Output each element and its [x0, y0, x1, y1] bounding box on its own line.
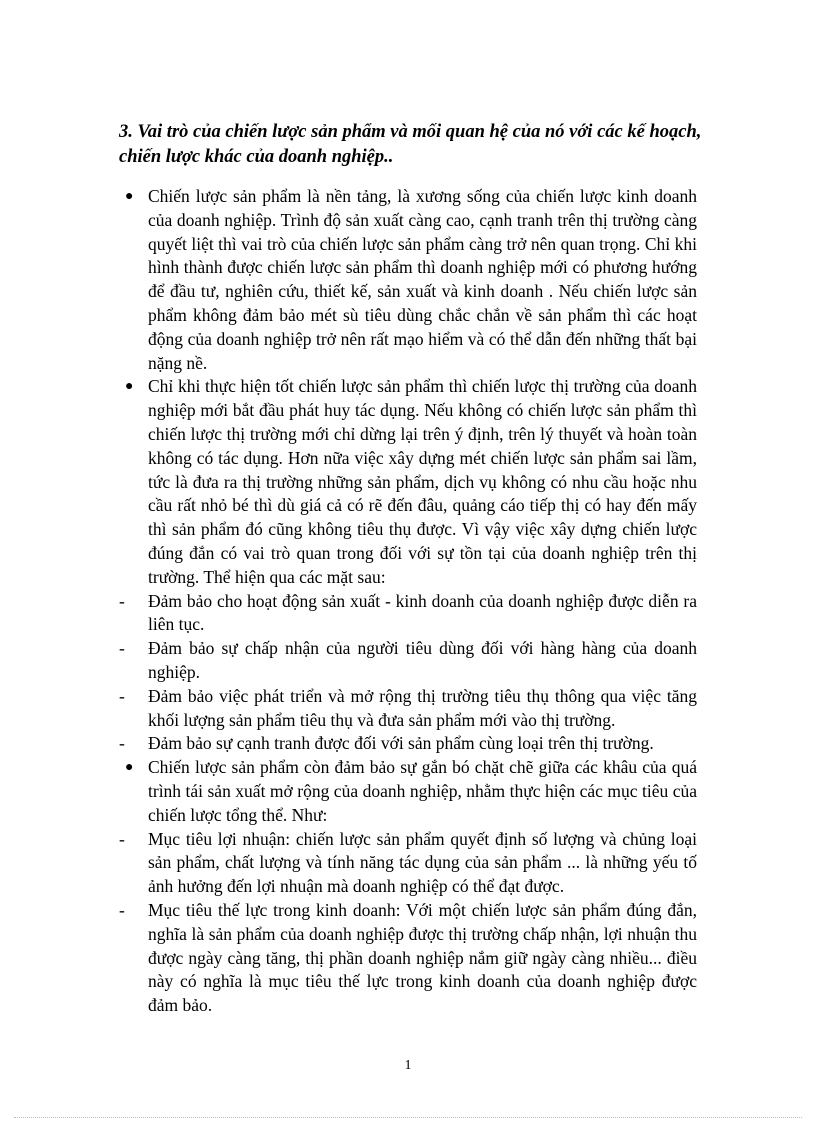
dash-item	[119, 685, 697, 733]
paragraph-text: Mục tiêu thế lực trong kinh doanh: Với một chiến lược sản phẩm đúng đắn, nghĩa là sản phẩm của doanh nghiệp được thị trường chấp nhận, lợi nhuận thu được ngày càng tăng, thị phần doanh nghiệp nắm giữ ngày càng nhiều... điều này có nghĩa là mục tiêu thế lực trong kinh doanh của doanh nghiệp được đảm bảo.	[148, 899, 697, 1016]
page-number: 1	[404, 1058, 412, 1073]
paragraph-text: Chiến lược sản phẩm còn đảm bảo sự gắn bó chặt chẽ giữa các khâu của quá trình tái sản xuất mở rộng của doanh nghiệp, nhằm thực hiện các mục tiêu của chiến lược tổng thể. Như:	[148, 757, 697, 825]
section-heading: 3. Vai trò của chiến lược sản phẩm và mối quan hệ của nó với các kế hoạch, chiến lược khác của doanh nghiệp..	[119, 122, 702, 167]
bullet-item	[119, 185, 697, 375]
dash-marker: -	[119, 590, 125, 611]
dash-marker: -	[119, 828, 125, 849]
paragraph-text: Đảm bảo sự chấp nhận của người tiêu dùng đối với hàng hàng của doanh nghiệp.	[148, 638, 697, 682]
dash-marker: -	[119, 685, 125, 706]
paragraph-text: Đảm bảo cho hoạt động sản xuất - kinh doanh của doanh nghiệp được diễn ra liên tục.	[148, 590, 697, 635]
dash-item	[119, 590, 697, 638]
document-body	[119, 185, 697, 1018]
bullet-item	[119, 375, 697, 589]
dash-marker: -	[119, 899, 125, 920]
dash-item	[119, 637, 697, 685]
dash-item	[119, 828, 697, 899]
dash-item	[119, 899, 697, 1018]
paragraph-text: Đảm bảo sự cạnh tranh được đối với sản phẩm cùng loại trên thị trường.	[148, 733, 654, 754]
bullet-marker: ●	[125, 189, 134, 204]
dash-marker: -	[119, 733, 125, 754]
dash-marker: -	[119, 638, 125, 659]
page-bottom-divider	[14, 1117, 802, 1118]
paragraph-text: Đảm bảo việc phát triển và mở rộng thị trường tiêu thụ thông qua việc tăng khối lượng sản phẩm tiêu thụ và đưa sản phẩm mới vào thị trường.	[148, 685, 697, 730]
bullet-marker: ●	[125, 379, 134, 395]
paragraph-text: Chiến lược sản phẩm là nền tảng, là xương sống của chiến lược kinh doanh của doanh nghiệp. Trình độ sản xuất càng cao, cạnh tranh trên thị trường càng quyết liệt thì vai trò của chiến lược sản phẩm càng trở nên quan trọng. Chỉ khi hình thành được chiến lược sản phẩm thì doanh nghiệp mới có phương hướng để đầu tư, nghiên cứu, thiết kế, sản xuất và kinh doanh . Nếu chiến lược sản phẩm không đảm bảo mét sù tiêu dùng chắc chắn về sản phẩm thì các hoạt động của doanh nghiệp trở nên rất mạo hiểm và có thể dẫn đến những thất bại nặng nề.	[148, 186, 697, 373]
paragraph-text: Mục tiêu lợi nhuận: chiến lược sản phẩm quyết định số lượng và chủng loại sản phẩm, chất lượng và tính năng tác dụng của sản phẩm ... là những yếu tố ảnh hưởng đến lợi nhuận mà doanh nghiệp có thể đạt được.	[148, 828, 697, 897]
paragraph-text: Chỉ khi thực hiện tốt chiến lược sản phẩm thì chiến lược thị trường của doanh nghiệp mới bắt đầu phát huy tác dụng. Nếu không có chiến lược sản phẩm thì chiến lược thị trường mới chỉ dừng lại trên ý định, trên lý thuyết và hoàn toàn không có tác dụng. Hơn nữa việc xây dựng mét chiến lược sản phẩm sai lầm, tức là đưa ra thị trường những sản phẩm, dịch vụ không có nhu cầu hoặc nhu cầu rất nhỏ bé thì dù giá cả có rẽ đến đâu, quảng cáo tiếp thị có hay đến mấy thì sản phẩm đó cũng không tiêu thụ được. Vì vậy việc xây dựng chiến lược đúng đắn có vai trò quan trong đối với sự tồn tại của doanh nghiệp trên thị trường. Thể hiện qua các mặt sau:	[148, 376, 697, 587]
bullet-marker: ●	[125, 760, 134, 776]
dash-item	[119, 732, 697, 756]
bullet-item	[119, 756, 697, 827]
